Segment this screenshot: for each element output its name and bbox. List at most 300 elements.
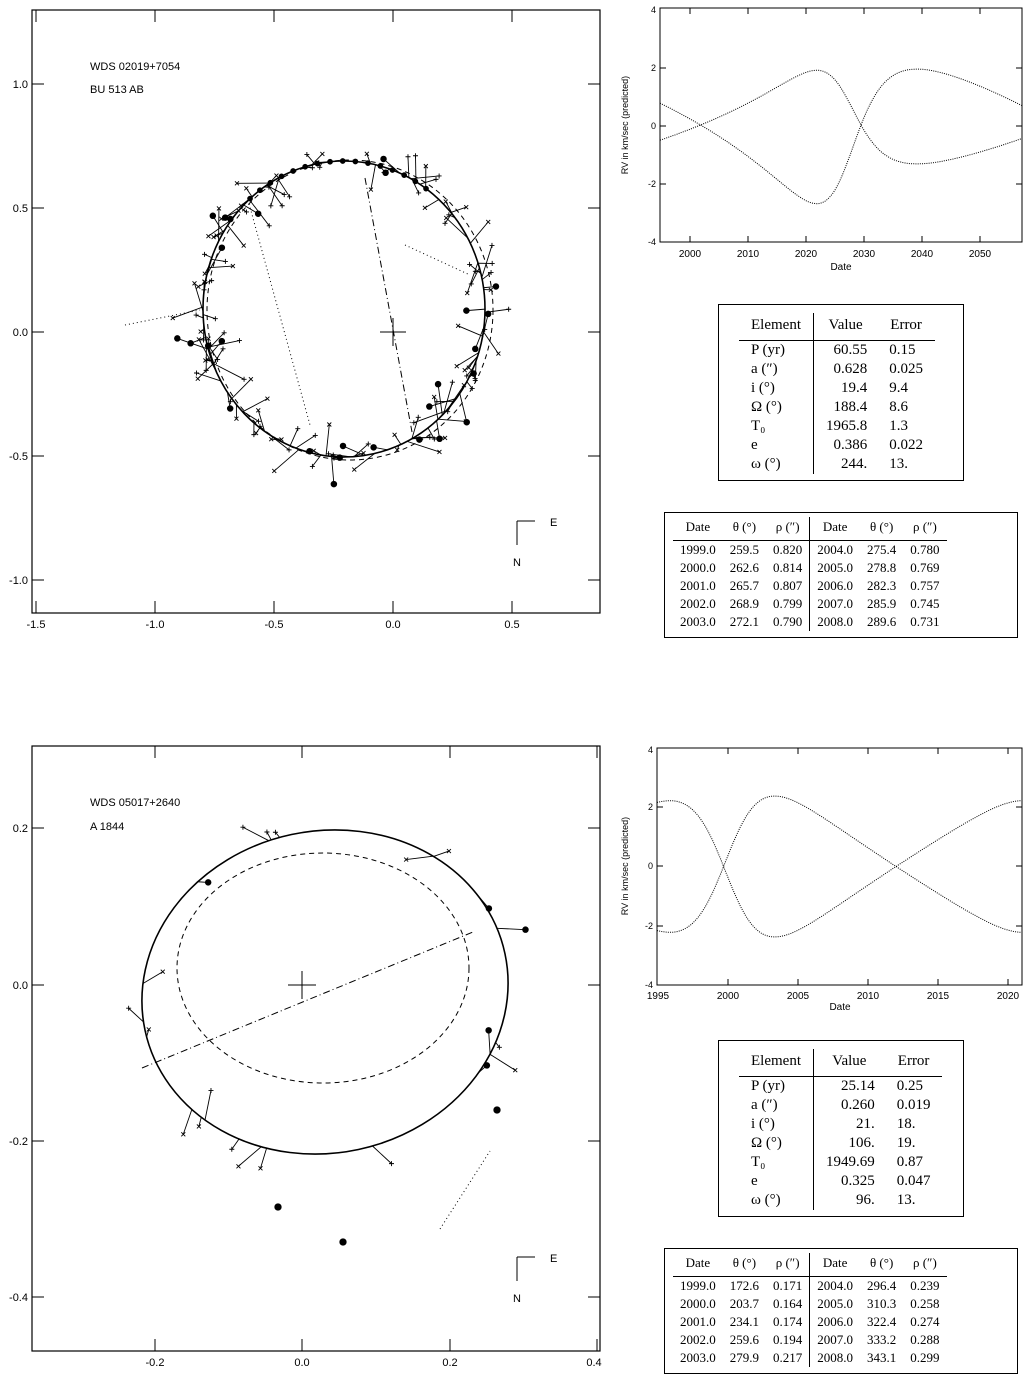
residual-line [490, 1054, 515, 1070]
ephemeris-cell: 0.807 [766, 577, 810, 595]
orbital-elements-table-2 [718, 1040, 964, 1217]
observation-star [465, 291, 469, 295]
observation-star [456, 324, 460, 328]
ephemeris-cell: 0.780 [910, 542, 940, 557]
orbit-ellipse-dashed [207, 160, 493, 460]
ephemeris-table-1 [664, 512, 1018, 638]
residual-line [407, 441, 439, 452]
residual-line [425, 200, 439, 208]
ephemeris-cell: 0.757 [910, 578, 940, 593]
ephemeris-cell: 2003.0 [680, 614, 716, 629]
observation-dot [315, 161, 320, 166]
observation-plus [489, 243, 494, 248]
element-value: 1949.69 [825, 1154, 875, 1170]
observation-plus [242, 377, 247, 382]
compass [517, 1257, 535, 1281]
residual-line [232, 1139, 239, 1149]
rv-curve-secondary [657, 796, 1022, 932]
ephemeris-cell: 0.814 [766, 559, 810, 577]
ephemeris-row [673, 577, 947, 595]
rv-y-tick: 4 [647, 745, 653, 755]
ephemeris-cell: 0.288 [910, 1332, 940, 1347]
element-error: 0.87 [896, 1154, 923, 1170]
observation-dot [205, 343, 211, 349]
orbit-ellipse-fit [112, 796, 539, 1187]
rv-curve-primary [657, 801, 1022, 937]
element-value: 96. [855, 1192, 875, 1208]
ephemeris-cell: 0.745 [910, 596, 940, 611]
ephemeris-header: θ (°) [723, 1253, 766, 1277]
element-name: T₀ [739, 417, 813, 436]
residual-line [405, 245, 470, 275]
rv-x-tick: 2000 [716, 991, 740, 1002]
rv-x-tick: 2015 [926, 991, 950, 1002]
rv-y-tick: 0 [647, 861, 653, 871]
element-value: 25.14 [840, 1078, 875, 1094]
ephemeris-cell: 265.7 [729, 578, 759, 593]
rv-y-tick: -2 [644, 921, 653, 931]
ephemeris-cell: 2007.0 [817, 596, 853, 611]
residual-line [232, 379, 251, 398]
ephemeris-cell: 2001.0 [680, 578, 716, 593]
compass-north: N [513, 557, 521, 569]
element-error: 0.022 [889, 437, 923, 453]
rv-x-tick: 2010 [736, 249, 760, 260]
element-name: P (yr) [739, 1077, 813, 1097]
elements-header: Error [885, 1049, 943, 1077]
residual-line [238, 1147, 261, 1167]
elements-header: Value [813, 1049, 884, 1077]
residual-line [213, 349, 223, 365]
observation-dot [337, 455, 343, 461]
element-name: a (″) [739, 1096, 813, 1115]
elements-header: Element [739, 1049, 813, 1077]
observation-plus [264, 830, 269, 835]
ephemeris-cell: 0.820 [766, 541, 810, 560]
ephemeris-cell: 0.239 [910, 1278, 940, 1293]
ephemeris-header: θ (°) [860, 1253, 903, 1277]
observation-dot [371, 445, 377, 451]
element-name: ω (°) [739, 455, 813, 474]
ephemeris-row [673, 1295, 947, 1313]
observation-dot [340, 1239, 346, 1245]
x-tick-label: 0.0 [385, 619, 401, 631]
observation-star [265, 397, 269, 401]
rv-y-tick: 0 [650, 121, 656, 131]
observation-star [352, 468, 356, 472]
observation-star [249, 377, 253, 381]
observation-dot [494, 1107, 500, 1113]
ephemeris-row [673, 613, 947, 631]
ephemeris-cell: 2006.0 [817, 1314, 853, 1329]
residual-line [483, 332, 498, 354]
rv-y-tick: -4 [647, 237, 656, 247]
ephemeris-cell: 289.6 [867, 614, 897, 629]
rv-x-tick: 2005 [786, 991, 810, 1002]
ephemeris-header: ρ (″) [766, 517, 810, 541]
observation-dot [219, 338, 225, 344]
residual-line [332, 456, 334, 484]
element-error: 9.4 [889, 380, 908, 396]
observation-star [423, 206, 427, 210]
ephemeris-table-2 [664, 1248, 1018, 1374]
rv-x-tick: 2030 [852, 249, 876, 260]
primary-star-marker [380, 318, 406, 346]
observation-star [206, 234, 210, 238]
orbit-ellipse-dashed [177, 853, 469, 1083]
observation-plus [221, 346, 226, 351]
observation-plus [287, 194, 292, 199]
observation-star [203, 272, 207, 276]
rv-ylabel: RV in km/sec (predicted) [620, 816, 630, 916]
observation-plus [194, 313, 199, 318]
element-name: Ω (°) [739, 398, 813, 417]
observation-dot [493, 284, 499, 290]
observation-dot [413, 179, 418, 184]
ephemeris-cell: 2001.0 [680, 1314, 716, 1329]
ephemeris-cell: 0.258 [910, 1296, 940, 1311]
observation-plus [213, 316, 218, 321]
rv-plot-2 [612, 740, 1031, 1020]
observation-plus [432, 437, 437, 442]
y-tick-label: -0.2 [9, 1136, 28, 1148]
observation-plus [237, 338, 242, 343]
compass-north: N [513, 1293, 521, 1305]
residual-line [496, 1042, 500, 1047]
ephemeris-row [673, 1313, 947, 1331]
periastron-line [365, 178, 412, 432]
observation-dot [366, 161, 371, 166]
element-error: 8.6 [889, 399, 908, 415]
observation-dot [435, 381, 441, 387]
observation-dot [205, 880, 211, 886]
rv-x-tick: 2010 [856, 991, 880, 1002]
observation-plus [208, 1088, 213, 1093]
ephemeris-cell: 322.4 [867, 1314, 897, 1329]
ephemeris-cell: 296.4 [867, 1278, 897, 1293]
observation-dot [486, 906, 492, 912]
ephemeris-row [673, 595, 947, 613]
element-value: 188.4 [833, 399, 868, 415]
ephemeris-cell: 0.299 [910, 1350, 940, 1365]
ephemeris-cell: 0.164 [766, 1295, 810, 1313]
residual-line [243, 827, 269, 840]
rv-xlabel: Date [830, 262, 852, 273]
ephemeris-cell: 268.9 [729, 596, 759, 611]
ephemeris-cell: 333.2 [867, 1332, 897, 1347]
y-tick-label: -0.4 [9, 1292, 28, 1304]
x-tick-label: -1.5 [26, 619, 46, 631]
element-value: 0.386 [833, 437, 868, 453]
observation-dot [340, 443, 346, 449]
residual-line [143, 972, 163, 984]
ephemeris-header: ρ (″) [766, 1253, 810, 1277]
residual-line [183, 1109, 192, 1134]
element-name: i (°) [739, 379, 813, 398]
observation-plus [443, 221, 448, 226]
compass [517, 521, 535, 545]
ephemeris-header: Date [810, 1253, 860, 1277]
ephemeris-cell: 259.5 [729, 542, 759, 557]
observation-dot [472, 346, 478, 352]
residual-line [213, 363, 244, 379]
residual-line [205, 254, 212, 257]
observation-dot [424, 186, 429, 191]
y-tick-label: 1.0 [12, 79, 28, 91]
orbital-elements-table-1 [718, 304, 964, 481]
ephemeris-cell: 203.7 [729, 1296, 759, 1311]
residual-line [438, 384, 442, 415]
observation-star [444, 200, 448, 204]
observation-dot [303, 164, 308, 169]
observation-dot [275, 1204, 281, 1210]
observation-dot [486, 1028, 492, 1034]
x-tick-label: -0.2 [145, 1357, 165, 1369]
element-error: 0.019 [896, 1097, 931, 1113]
residual-line [414, 437, 445, 438]
residual-line [225, 199, 250, 218]
residual-line [203, 282, 204, 305]
residual-line [205, 1090, 211, 1120]
residual-line [203, 315, 215, 319]
rv-curve-primary [660, 69, 1022, 204]
ephemeris-cell: 0.799 [766, 595, 810, 613]
rv-y-tick: 2 [650, 63, 656, 73]
ephemeris-header: Date [673, 1253, 723, 1277]
element-name: ω (°) [739, 1191, 813, 1210]
observation-plus [411, 420, 416, 425]
element-name: a (″) [739, 360, 813, 379]
ephemeris-cell: 2002.0 [680, 1332, 716, 1347]
element-value: 1965.8 [825, 418, 868, 434]
residual-line [373, 1146, 392, 1164]
observation-star [447, 849, 451, 853]
system-designation: A 1844 [90, 821, 125, 833]
observation-star [181, 1132, 185, 1136]
residual-line [198, 364, 213, 379]
ephemeris-row [673, 541, 947, 560]
residual-line [458, 326, 482, 336]
ephemeris-cell: 0.790 [766, 613, 810, 631]
ephemeris-cell: 0.731 [910, 614, 940, 629]
element-value: 106. [848, 1135, 875, 1151]
observation-dot [390, 168, 395, 173]
observation-star [486, 220, 490, 224]
observation-dot [523, 927, 529, 933]
observation-star [463, 368, 467, 372]
y-tick-label: 0.5 [12, 203, 28, 215]
observation-dot [331, 481, 337, 487]
ephemeris-cell: 2000.0 [680, 560, 716, 575]
x-tick-label: -0.5 [264, 619, 284, 631]
observation-dot [328, 159, 333, 164]
ephemeris-cell: 2005.0 [817, 1296, 853, 1311]
orbit-plot-1 [0, 0, 610, 640]
rv-x-tick: 2000 [678, 249, 702, 260]
element-name: e [739, 436, 813, 455]
rv-curve-secondary [660, 70, 1022, 164]
observation-plus [437, 173, 442, 178]
ephemeris-header: θ (°) [723, 517, 766, 541]
system-name: WDS 02019+7054 [90, 61, 181, 73]
observation-star [161, 970, 165, 974]
ephemeris-cell: 0.174 [766, 1313, 810, 1331]
ephemeris-header: θ (°) [860, 517, 903, 541]
observation-dot [485, 311, 491, 317]
rv-y-tick: 4 [650, 5, 656, 15]
rv-y-tick: -4 [644, 980, 653, 990]
element-value: 0.325 [840, 1173, 875, 1189]
rv-x-tick: 1995 [646, 991, 670, 1002]
observation-dot [378, 164, 383, 169]
observation-star [244, 186, 248, 190]
observation-dot [464, 419, 470, 425]
observation-dot [340, 159, 345, 164]
element-error: 0.047 [896, 1173, 931, 1189]
x-tick-label: 0.2 [442, 1357, 458, 1369]
observation-plus [202, 252, 207, 257]
ephemeris-cell: 2004.0 [817, 1278, 853, 1293]
observation-dot [219, 245, 225, 251]
observation-star [365, 152, 369, 156]
observation-plus [282, 192, 287, 197]
ephemeris-cell: 234.1 [729, 1314, 759, 1329]
observation-plus [280, 203, 285, 208]
ephemeris-cell: 279.9 [729, 1350, 759, 1365]
element-name: Ω (°) [739, 1134, 813, 1153]
ephemeris-cell: 2008.0 [817, 614, 853, 629]
y-tick-label: 0.2 [12, 823, 28, 835]
observation-plus [413, 153, 418, 158]
observation-star [455, 364, 459, 368]
observation-star [513, 1068, 517, 1072]
residual-line [489, 1030, 490, 1054]
observation-star [171, 316, 175, 320]
observation-plus [295, 426, 300, 431]
observation-dot [484, 1063, 490, 1069]
ephemeris-cell: 2005.0 [817, 560, 853, 575]
observation-dot [268, 180, 273, 185]
element-error: 19. [896, 1135, 916, 1151]
residual-line [274, 449, 299, 471]
residual-line [467, 382, 472, 389]
residual-line [243, 399, 268, 412]
residual-line [326, 424, 329, 455]
observation-plus [450, 380, 455, 385]
system-designation: BU 513 AB [90, 84, 144, 96]
observation-plus [433, 177, 438, 182]
element-error: 13. [896, 1192, 916, 1208]
ephemeris-cell: 0.194 [766, 1331, 810, 1349]
observation-star [393, 433, 397, 437]
y-tick-label: 0.0 [12, 980, 28, 992]
residual-line [268, 434, 289, 450]
observation-residuals [126, 825, 528, 1245]
observation-dot [257, 188, 262, 193]
residual-line [209, 266, 233, 268]
y-tick-label: -0.5 [9, 451, 28, 463]
observation-plus [194, 370, 199, 375]
observation-dot [427, 404, 433, 410]
element-error: 1.3 [889, 418, 908, 434]
element-value: 60.55 [833, 342, 868, 358]
y-tick-label: 0.0 [12, 327, 28, 339]
residual-line [434, 397, 438, 420]
x-tick-label: 0.0 [294, 1357, 310, 1369]
residual-line [275, 832, 279, 837]
ephemeris-cell: 172.6 [729, 1278, 759, 1293]
ephemeris-header: ρ (″) [903, 1253, 946, 1277]
observation-dot [437, 436, 443, 442]
observation-plus [313, 433, 318, 438]
elements-header: Error [877, 313, 935, 341]
observation-dot [402, 173, 407, 178]
rv-x-tick: 2020 [794, 249, 818, 260]
x-tick-label: 0.5 [504, 619, 520, 631]
observation-dot [248, 196, 253, 201]
observation-dot [291, 169, 296, 174]
observation-plus [405, 154, 410, 159]
observation-plus [416, 190, 421, 195]
observation-star [236, 1164, 240, 1168]
observation-dot [222, 215, 228, 221]
residual-line [438, 419, 466, 421]
residual-line [312, 455, 321, 466]
observation-plus [268, 203, 273, 208]
rv-ylabel: RV in km/sec (predicted) [620, 75, 630, 175]
observation-plus [490, 261, 495, 266]
rv-y-tick: 2 [647, 802, 653, 812]
compass-east: E [550, 517, 558, 529]
residual-line [241, 208, 247, 212]
residual-line [290, 429, 298, 446]
ephemeris-cell: 1999.0 [680, 542, 716, 557]
observation-star [242, 244, 246, 248]
ephemeris-cell: 343.1 [867, 1350, 897, 1365]
compass-east: E [550, 1253, 558, 1265]
ephemeris-cell: 272.1 [729, 614, 759, 629]
observation-dot [188, 340, 194, 346]
ephemeris-cell: 259.6 [729, 1332, 759, 1347]
element-error: 13. [889, 456, 908, 472]
observation-dot [353, 159, 358, 164]
rv-x-tick: 2040 [910, 249, 934, 260]
ephemeris-cell: 2007.0 [817, 1332, 853, 1347]
observation-dot [227, 406, 233, 412]
rv-plot-1 [612, 0, 1031, 280]
ephemeris-header: ρ (″) [903, 517, 946, 541]
observation-dot [175, 336, 181, 342]
elements-header: Element [739, 313, 813, 341]
periastron-line [142, 932, 473, 1068]
residual-line [406, 856, 433, 859]
ephemeris-cell: 2008.0 [817, 1350, 853, 1365]
element-error: 18. [896, 1116, 916, 1132]
observation-star [196, 285, 200, 289]
ephemeris-cell: 2004.0 [817, 542, 853, 557]
ephemeris-cell: 2003.0 [680, 1350, 716, 1365]
residual-line [434, 851, 449, 856]
observation-star [320, 152, 324, 156]
residual-line [249, 199, 269, 225]
ephemeris-cell: 310.3 [867, 1296, 897, 1311]
ephemeris-cell: 2000.0 [680, 1296, 716, 1311]
ephemeris-header: Date [673, 517, 723, 541]
element-value: 21. [855, 1116, 875, 1132]
element-name: P (yr) [739, 341, 813, 361]
x-tick-label: 0.4 [586, 1357, 602, 1369]
element-error: 0.25 [896, 1078, 923, 1094]
